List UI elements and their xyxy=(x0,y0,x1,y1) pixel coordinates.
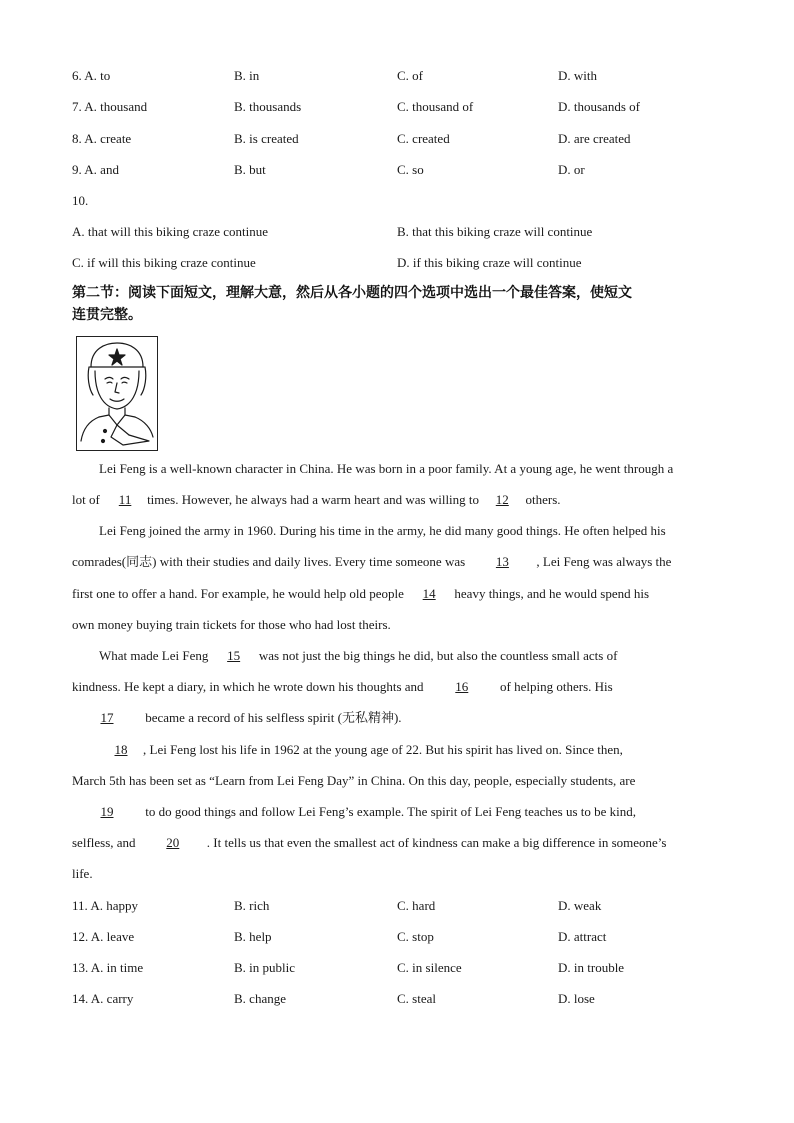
option-b: B. is created xyxy=(234,131,299,146)
passage-p2-line-1: Lei Feng joined the army in 1960. During his time in the army, he did many good things. He often helped his xyxy=(99,523,666,538)
option-c: C. in silence xyxy=(397,960,462,975)
option-d: D. if this biking craze will continue xyxy=(397,255,582,270)
blank-20: 20 xyxy=(166,835,180,850)
blank-18: 18 xyxy=(114,742,128,757)
option-c: C. thousand of xyxy=(397,99,474,114)
option-d: D. with xyxy=(558,68,597,83)
option-c: C. hard xyxy=(397,898,436,913)
passage-p4-line-2: March 5th has been set as “Learn from Lei Feng Day” in China. On this day, people, especially students, are xyxy=(72,773,636,788)
passage-p2-line-3: first one to offer a hand. For example, he would help old people 14 heavy things, and he would spend his xyxy=(72,584,722,604)
blank-14: 14 xyxy=(422,586,436,601)
passage-p1-line-2: lot of 11 times. However, he always had a warm heart and was willing to 12 others. xyxy=(72,490,722,510)
option-c: C. created xyxy=(397,131,450,146)
passage-p4-line-3: 19 to do good things and follow Lei Feng’s example. The spirit of Lei Feng teaches us to be kind, xyxy=(72,802,722,822)
option-b: B. in xyxy=(234,68,260,83)
question-10-number: 10. xyxy=(72,193,89,208)
lei-feng-portrait-image xyxy=(76,336,158,451)
option-d: D. thousands of xyxy=(558,99,640,114)
option-b: B. change xyxy=(234,991,286,1006)
section-heading xyxy=(72,282,732,326)
passage-p2-line-2: comrades(同志) with their studies and daily lives. Every time someone was 13 , Lei Feng was always the xyxy=(72,552,722,572)
passage-p4-line-5: life. xyxy=(72,866,93,881)
option-b: B. but xyxy=(234,162,266,177)
option-d: D. attract xyxy=(558,929,607,944)
option-b: B. rich xyxy=(234,898,270,913)
blank-12: 12 xyxy=(495,492,509,507)
passage-p4-line-1: 18 , Lei Feng lost his life in 1962 at the young age of 22. But his spirit has lived on. Since then, xyxy=(72,740,749,760)
option-b: B. that this biking craze will continue xyxy=(397,224,593,239)
option-d: D. lose xyxy=(558,991,595,1006)
option-d: D. in trouble xyxy=(558,960,625,975)
option-d: D. or xyxy=(558,162,585,177)
option-a: 9. A. and xyxy=(72,162,119,177)
blank-17: 17 xyxy=(100,710,114,725)
blank-19: 19 xyxy=(100,804,114,819)
option-a: A. that will this biking craze continue xyxy=(72,224,269,239)
option-b: B. help xyxy=(234,929,272,944)
blank-15: 15 xyxy=(227,648,241,663)
blank-13: 13 xyxy=(495,554,509,569)
passage-p2-line-4: own money buying train tickets for those who had lost theirs. xyxy=(72,617,391,632)
option-a: 13. A. in time xyxy=(72,960,144,975)
passage-p3-line-2: kindness. He kept a diary, in which he wrote down his thoughts and 16 of helping others. His xyxy=(72,677,722,697)
option-a: 11. A. happy xyxy=(72,898,138,913)
option-c: C. steal xyxy=(397,991,436,1006)
portrait-drawing xyxy=(77,337,157,450)
passage-p3-line-1: What made Lei Feng 15 was not just the big things he did, but also the countless small acts of xyxy=(72,646,749,666)
option-d: D. are created xyxy=(558,131,631,146)
option-a: 6. A. to xyxy=(72,68,111,83)
section-heading-line-1: 第二节：阅读下面短文，理解大意，然后从各小题的四个选项中选出一个最佳答案，使短文 xyxy=(72,285,632,301)
option-a: 14. A. carry xyxy=(72,991,134,1006)
option-c: C. of xyxy=(397,68,423,83)
option-c: C. stop xyxy=(397,929,434,944)
option-c: C. if will this biking craze continue xyxy=(72,255,256,270)
option-b: B. thousands xyxy=(234,99,302,114)
blank-11: 11 xyxy=(118,492,132,507)
option-d: D. weak xyxy=(558,898,602,913)
passage-p1-line-1: Lei Feng is a well-known character in China. He was born in a poor family. At a young age, he went through a xyxy=(99,461,674,476)
passage-p4-line-4: selfless, and 20 . It tells us that even the smallest act of kindness can make a big difference in someone’s xyxy=(72,833,722,853)
option-b: B. in public xyxy=(234,960,296,975)
section-heading-line-2: 连贯完整。 xyxy=(72,307,142,323)
passage-p3-line-3: 17 became a record of his selfless spirit (无私精神). xyxy=(72,708,722,728)
option-c: C. so xyxy=(397,162,424,177)
option-a: 12. A. leave xyxy=(72,929,135,944)
option-a: 8. A. create xyxy=(72,131,132,146)
option-a: 7. A. thousand xyxy=(72,99,148,114)
blank-16: 16 xyxy=(455,679,469,694)
